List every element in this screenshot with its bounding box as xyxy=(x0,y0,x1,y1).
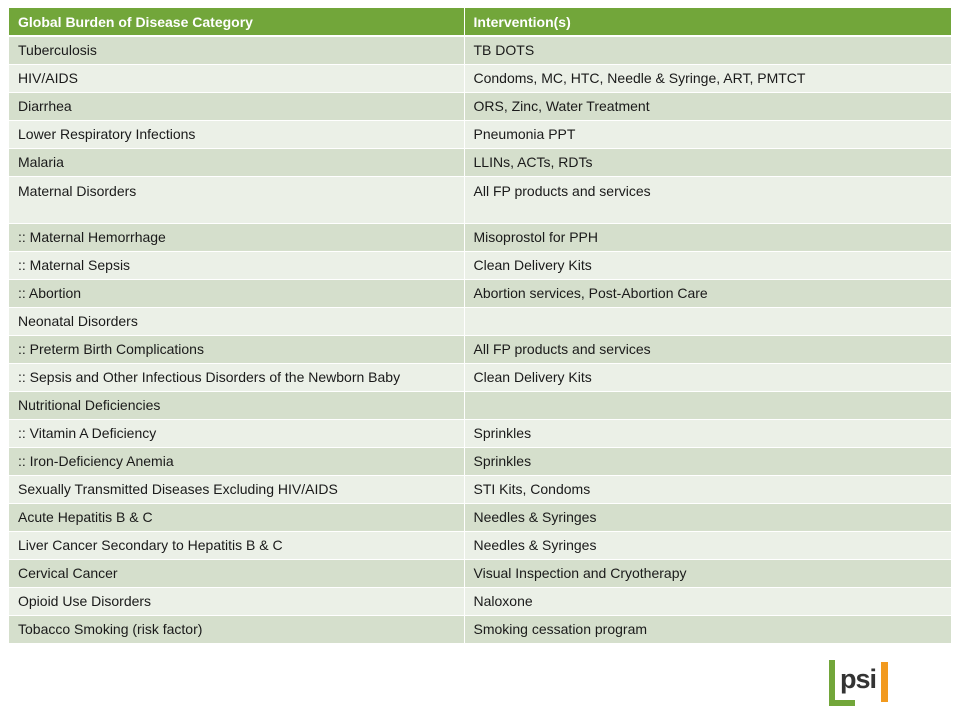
cell-intervention: Misoprostol for PPH xyxy=(464,223,951,251)
table-header xyxy=(9,8,951,36)
cell-category: Liver Cancer Secondary to Hepatitis B & C xyxy=(9,531,464,559)
cell-intervention: Smoking cessation program xyxy=(464,615,951,643)
cell-intervention: TB DOTS xyxy=(464,36,951,64)
cell-category: Lower Respiratory Infections xyxy=(9,120,464,148)
cell-intervention: Sprinkles xyxy=(464,419,951,447)
cell-intervention: All FP products and services xyxy=(464,176,951,223)
psi-logo xyxy=(829,660,889,706)
logo-bracket-right xyxy=(881,662,888,702)
cell-intervention: Clean Delivery Kits xyxy=(464,363,951,391)
cell-category: :: Sepsis and Other Infectious Disorders of the Newborn Baby xyxy=(9,363,464,391)
table-row xyxy=(9,251,951,279)
header-category: Global Burden of Disease Category xyxy=(9,8,464,36)
cell-category: Malaria xyxy=(9,148,464,176)
header-row xyxy=(9,8,951,36)
cell-category: Cervical Cancer xyxy=(9,559,464,587)
cell-category: :: Maternal Sepsis xyxy=(9,251,464,279)
table-row xyxy=(9,335,951,363)
cell-intervention: Visual Inspection and Cryotherapy xyxy=(464,559,951,587)
cell-category: Opioid Use Disorders xyxy=(9,587,464,615)
table-row xyxy=(9,36,951,64)
cell-category: Nutritional Deficiencies xyxy=(9,391,464,419)
cell-category: Tuberculosis xyxy=(9,36,464,64)
cell-category: :: Preterm Birth Complications xyxy=(9,335,464,363)
cell-category: :: Vitamin A Deficiency xyxy=(9,419,464,447)
cell-intervention: Naloxone xyxy=(464,587,951,615)
table-row xyxy=(9,419,951,447)
table-row xyxy=(9,503,951,531)
cell-category: Tobacco Smoking (risk factor) xyxy=(9,615,464,643)
logo-text: psi xyxy=(840,664,877,694)
cell-category: Sexually Transmitted Diseases Excluding HIV/AIDS xyxy=(9,475,464,503)
cell-intervention: Pneumonia PPT xyxy=(464,120,951,148)
table-row xyxy=(9,223,951,251)
cell-intervention: LLINs, ACTs, RDTs xyxy=(464,148,951,176)
logo-bracket-bottom xyxy=(829,700,855,706)
cell-intervention: Needles & Syringes xyxy=(464,531,951,559)
table-row xyxy=(9,64,951,92)
cell-intervention: Sprinkles xyxy=(464,447,951,475)
cell-intervention: STI Kits, Condoms xyxy=(464,475,951,503)
cell-intervention: All FP products and services xyxy=(464,335,951,363)
table-row xyxy=(9,447,951,475)
cell-category: :: Iron-Deficiency Anemia xyxy=(9,447,464,475)
table-row xyxy=(9,307,951,335)
disease-intervention-table xyxy=(9,8,951,644)
cell-category: Acute Hepatitis B & C xyxy=(9,503,464,531)
cell-intervention: ORS, Zinc, Water Treatment xyxy=(464,92,951,120)
table-row xyxy=(9,475,951,503)
table-row xyxy=(9,559,951,587)
table-row xyxy=(9,531,951,559)
table-row xyxy=(9,279,951,307)
table-row xyxy=(9,92,951,120)
cell-intervention: Clean Delivery Kits xyxy=(464,251,951,279)
table-row xyxy=(9,391,951,419)
table-row xyxy=(9,363,951,391)
table-row xyxy=(9,120,951,148)
cell-intervention: Condoms, MC, HTC, Needle & Syringe, ART, PMTCT xyxy=(464,64,951,92)
cell-category: Neonatal Disorders xyxy=(9,307,464,335)
cell-intervention: Abortion services, Post-Abortion Care xyxy=(464,279,951,307)
cell-category: HIV/AIDS xyxy=(9,64,464,92)
cell-intervention xyxy=(464,391,951,419)
table-row xyxy=(9,615,951,643)
table-row xyxy=(9,587,951,615)
table-row xyxy=(9,176,951,223)
cell-category: Diarrhea xyxy=(9,92,464,120)
table-row xyxy=(9,148,951,176)
cell-category: Maternal Disorders xyxy=(9,176,464,223)
cell-category: :: Abortion xyxy=(9,279,464,307)
header-interventions: Intervention(s) xyxy=(464,8,951,36)
table-body xyxy=(9,36,951,643)
cell-category: :: Maternal Hemorrhage xyxy=(9,223,464,251)
cell-intervention xyxy=(464,307,951,335)
cell-intervention: Needles & Syringes xyxy=(464,503,951,531)
